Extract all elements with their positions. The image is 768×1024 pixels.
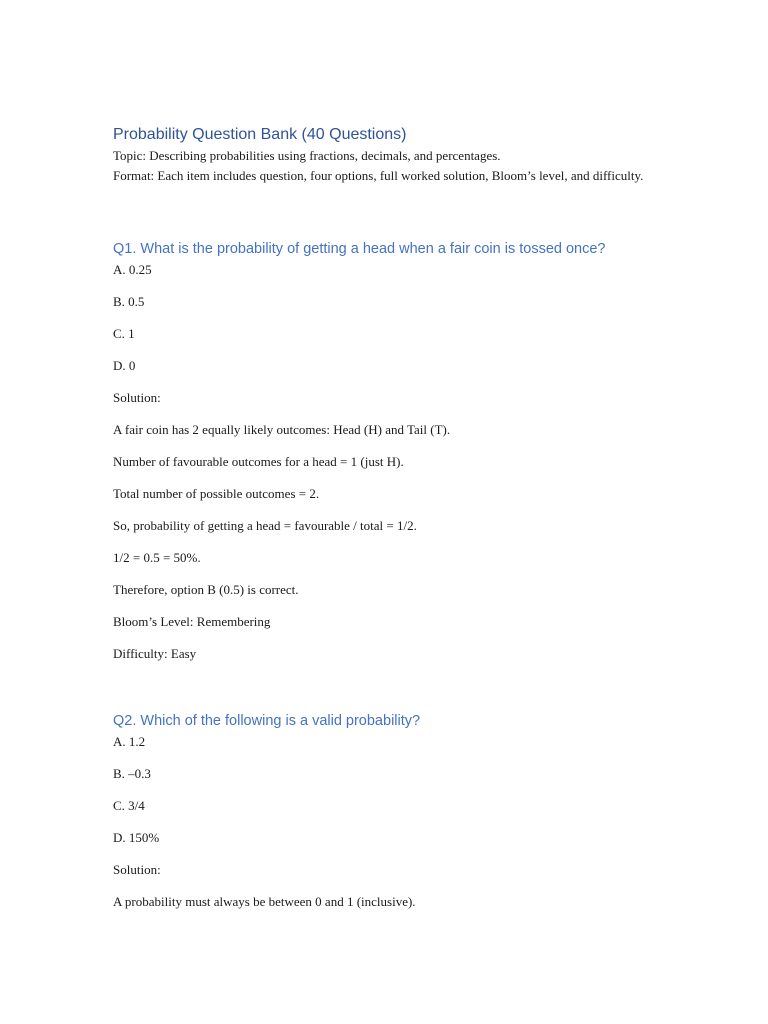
solution-line: A fair coin has 2 equally likely outcomes: Head (H) and Tail (T). xyxy=(113,422,451,437)
question-block-q2 xyxy=(113,710,658,911)
solution-line: Therefore, option B (0.5) is correct. xyxy=(113,582,299,597)
question-heading: Q1. What is the probability of getting a head when a fair coin is tossed once? xyxy=(113,241,606,257)
document-title: Probability Question Bank (40 Questions) xyxy=(113,126,407,143)
solution-line: A probability must always be between 0 and 1 (inclusive). xyxy=(113,894,416,909)
option-b: B. –0.3 xyxy=(113,766,151,781)
option-d: D. 150% xyxy=(113,830,160,845)
solution-line: 1/2 = 0.5 = 50%. xyxy=(113,550,201,565)
document-format: Format: Each item includes question, four options, full worked solution, Bloom’s level, and difficulty. xyxy=(113,167,644,183)
solution-label: Solution: xyxy=(113,390,161,405)
solution-line: So, probability of getting a head = favourable / total = 1/2. xyxy=(113,518,417,533)
question-block-q1 xyxy=(113,238,658,663)
document-body xyxy=(113,124,658,909)
option-b: B. 0.5 xyxy=(113,294,145,309)
solution-line: Total number of possible outcomes = 2. xyxy=(113,486,320,501)
option-c: C. 1 xyxy=(113,326,135,341)
difficulty: Difficulty: Easy xyxy=(113,646,197,661)
solution-label: Solution: xyxy=(113,862,161,877)
blooms-level: Bloom’s Level: Remembering xyxy=(113,614,271,629)
option-a: A. 0.25 xyxy=(113,262,152,277)
document-topic: Topic: Describing probabilities using fractions, decimals, and percentages. xyxy=(113,148,501,163)
solution-line: Number of favourable outcomes for a head = 1 (just H). xyxy=(113,454,404,469)
option-d: D. 0 xyxy=(113,358,136,373)
option-a: A. 1.2 xyxy=(113,734,146,749)
question-heading: Q2. Which of the following is a valid probability? xyxy=(113,713,421,729)
option-c: C. 3/4 xyxy=(113,798,145,813)
